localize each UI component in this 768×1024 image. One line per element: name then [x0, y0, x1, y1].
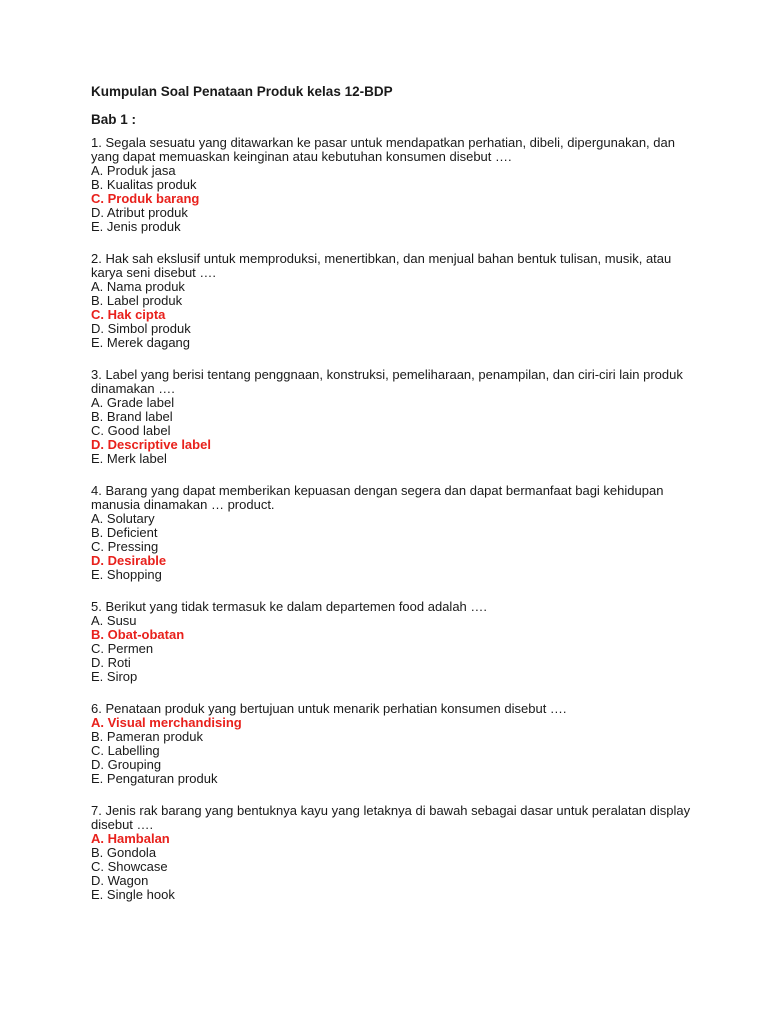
question-5 — [91, 600, 691, 684]
option-e: E. Merk label — [91, 451, 167, 466]
option-d-correct: D. Desirable — [91, 553, 167, 568]
question-1 — [91, 136, 691, 234]
option-c: C. Showcase — [91, 859, 168, 874]
option-b: B. Deficient — [91, 525, 158, 540]
option-e: E. Sirop — [91, 669, 138, 684]
option-list — [91, 512, 691, 582]
option-a: A. Solutary — [91, 511, 155, 526]
option-list — [91, 716, 691, 786]
option-c-correct: C. Hak cipta — [91, 307, 166, 322]
option-a: A. Grade label — [91, 395, 175, 410]
option-d-correct: D. Descriptive label — [91, 437, 211, 452]
option-e: E. Jenis produk — [91, 219, 181, 234]
question-text: 5. Berikut yang tidak termasuk ke dalam departemen food adalah …. — [91, 599, 487, 614]
question-text: 7. Jenis rak barang yang bentuknya kayu yang letaknya di bawah sebagai dasar untuk peralatan display disebut …. — [91, 803, 691, 832]
question-6 — [91, 702, 691, 786]
option-d: D. Roti — [91, 655, 131, 670]
question-4 — [91, 484, 691, 582]
option-list — [91, 396, 691, 466]
option-b: B. Gondola — [91, 845, 157, 860]
question-2 — [91, 252, 691, 350]
option-list — [91, 832, 691, 902]
option-a: A. Nama produk — [91, 279, 185, 294]
chapter-heading: Bab 1 : — [91, 112, 137, 127]
option-a-correct: A. Visual merchandising — [91, 715, 242, 730]
document-page — [91, 84, 691, 920]
option-d: D. Simbol produk — [91, 321, 191, 336]
option-c-correct: C. Produk barang — [91, 191, 200, 206]
option-b: B. Pameran produk — [91, 729, 204, 744]
question-text: 4. Barang yang dapat memberikan kepuasan dengan segera dan dapat bermanfaat bagi kehidupan manusia dinamakan … product. — [91, 483, 664, 512]
question-3 — [91, 368, 691, 466]
option-list — [91, 614, 691, 684]
option-b: B. Label produk — [91, 293, 183, 308]
option-a: A. Susu — [91, 613, 137, 628]
option-a: A. Produk jasa — [91, 163, 176, 178]
option-b: B. Brand label — [91, 409, 173, 424]
option-a-correct: A. Hambalan — [91, 831, 170, 846]
option-e: E. Pengaturan produk — [91, 771, 218, 786]
option-c: C. Labelling — [91, 743, 160, 758]
option-d: D. Wagon — [91, 873, 149, 888]
question-text: 2. Hak sah ekslusif untuk memproduksi, menertibkan, dan menjual bahan bentuk tulisan, musik, atau karya seni disebut …. — [91, 251, 672, 280]
option-e: E. Single hook — [91, 887, 175, 902]
option-list — [91, 164, 691, 234]
option-d: D. Atribut produk — [91, 205, 188, 220]
question-text: 1. Segala sesuatu yang ditawarkan ke pasar untuk mendapatkan perhatian, dibeli, dipergunakan, dan yang dapat memuaskan keinginan atau kebutuhan konsumen disebut …. — [91, 135, 675, 164]
option-e: E. Shopping — [91, 567, 162, 582]
option-c: C. Pressing — [91, 539, 159, 554]
question-7 — [91, 804, 691, 902]
option-b: B. Kualitas produk — [91, 177, 197, 192]
question-text: 3. Label yang berisi tentang penggnaan, konstruksi, pemeliharaan, penampilan, dan ciri-ciri lain produk dinamakan …. — [91, 367, 683, 396]
option-b-correct: B. Obat-obatan — [91, 627, 185, 642]
option-list — [91, 280, 691, 350]
option-e: E. Merek dagang — [91, 335, 191, 350]
question-text: 6. Penataan produk yang bertujuan untuk menarik perhatian konsumen disebut …. — [91, 701, 567, 716]
option-c: C. Permen — [91, 641, 154, 656]
document-title: Kumpulan Soal Penataan Produk kelas 12-BDP — [91, 84, 393, 99]
option-c: C. Good label — [91, 423, 171, 438]
option-d: D. Grouping — [91, 757, 162, 772]
